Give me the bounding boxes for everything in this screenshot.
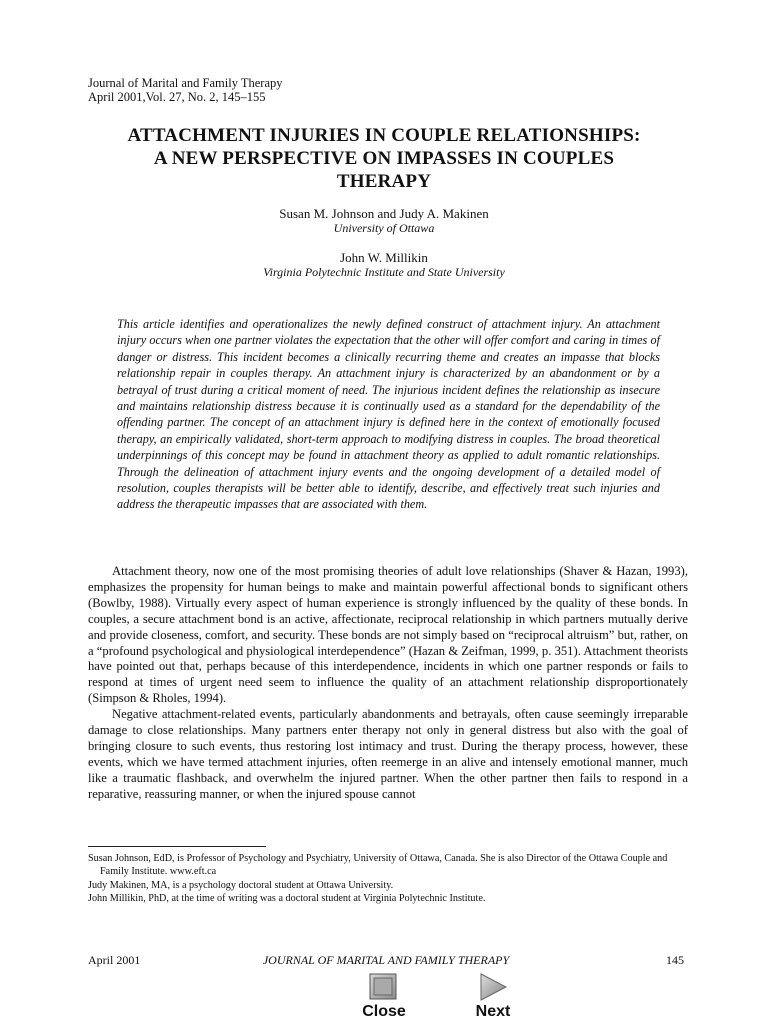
body-paragraph-2: Negative attachment-related events, particularly abandonments and betrayals, often cause seemingly irreparable damage to close relationships. Many partners enter therapy not only in general distress but also with the goal of bringing closure to such events, thus restoring lost intimacy and trust. During the therapy process, however, these events, which we have termed attachment injuries, often reemerge in an alive and intensely emotional manner, much like a traumatic flashback, and overwhelm the injured partner. When the other partner then fails to respond in a reparative, reassuring manner, or when the injured spouse cannot <box>88 707 688 801</box>
author-names-2: John W. Millikin <box>340 250 428 265</box>
abstract: This article identifies and operationalizes the newly defined construct of attachment injury. An attachment injury occurs when one partner violates the expectation that the other will offer comfort and caring in times of danger or distress. This incident becomes a clinically recurring theme and creates an impasse that blocks relationship repair in couples therapy. An attachment injury is characterized by an abandonment or by a betrayal of trust during a critical moment of need. The injurious incident defines the relationship as insecure and maintains relationship distress because it is continually used as a standard for the dependability of the offending partner. The concept of an attachment injury is defined here in the context of emotionally focused therapy, an empirically validated, short-term approach to modifying distress in couples. The broad theoretical underpinnings of this concept may be found in attachment theory as applied to adult romantic relationships. Through the delineation of attachment injury events and the ongoing development of a detailed model of resolution, couples therapists will be better able to identify, describe, and effectively treat such injuries and address the therapeutic impasses that are associated with them. <box>117 317 660 512</box>
title-line-3: THERAPY <box>336 171 432 192</box>
journal-issue: April 2001,Vol. 27, No. 2, 145–155 <box>88 90 266 104</box>
journal-name: Journal of Marital and Family Therapy <box>88 76 283 90</box>
footnotes <box>88 852 690 906</box>
footer-journal: JOURNAL OF MARITAL AND FAMILY THERAPY <box>262 953 510 967</box>
body-text <box>88 564 688 803</box>
author-block <box>80 206 688 280</box>
next-label: Next <box>475 1003 511 1020</box>
journal-citation <box>88 76 283 104</box>
footnote-1: Susan Johnson, EdD, is Professor of Psychology and Psychiatry, University of Ottawa, Canada. She is also Director of the Ottawa Couple and Family Institute. www.eft.ca <box>88 853 668 878</box>
author-affiliation-1: University of Ottawa <box>333 221 435 235</box>
body-paragraph-1: Attachment theory, now one of the most promising theories of adult love relationships (Shaver & Hazan, 1993), emphasizes the propensity for human beings to make and maintain powerful affectional bonds to significant others (Bowlby, 1988). Virtually every aspect of human experience is strongly influenced by the quality of these bonds. In couples, a secure attachment bond is an active, affectionate, reciprocal relationship in which partners mutually derive and provide closeness, comfort, and security. These bonds are not simply based on “reciprocal altruism” but, rather, on a “profound psychological and physiological interdependence” (Hazan & Zeifman, 1999, p. 351). Attachment theorists have pointed out that, perhaps because of this interdependence, incidents in which one partner responds or fails to respond at times of urgent need seem to influence the quality of an attachment relationship disproportionately (Simpson & Rholes, 1994). <box>88 564 688 706</box>
close-label: Close <box>362 1003 406 1020</box>
footer-date: April 2001 <box>88 953 141 967</box>
title-line-1: ATTACHMENT INJURIES IN COUPLE RELATIONSHIPS: <box>127 125 641 146</box>
page-number: 145 <box>666 953 684 967</box>
article-title <box>80 124 688 193</box>
title-line-2: A NEW PERSPECTIVE ON IMPASSES IN COUPLES <box>153 148 615 169</box>
author-affiliation-2: Virginia Polytechnic Institute and State University <box>263 265 505 279</box>
close-square-icon <box>368 973 400 1001</box>
author-names-1: Susan M. Johnson and Judy A. Makinen <box>279 206 489 221</box>
footnote-3: John Millikin, PhD, at the time of writing was a doctoral student at Virginia Polytechnic Institute. <box>88 893 486 905</box>
footnote-rule <box>88 846 266 847</box>
next-button[interactable] <box>456 973 530 1021</box>
footnote-2: Judy Makinen, MA, is a psychology doctoral student at Ottawa University. <box>88 879 394 891</box>
close-button[interactable] <box>347 973 421 1021</box>
next-triangle-icon <box>477 973 509 1001</box>
